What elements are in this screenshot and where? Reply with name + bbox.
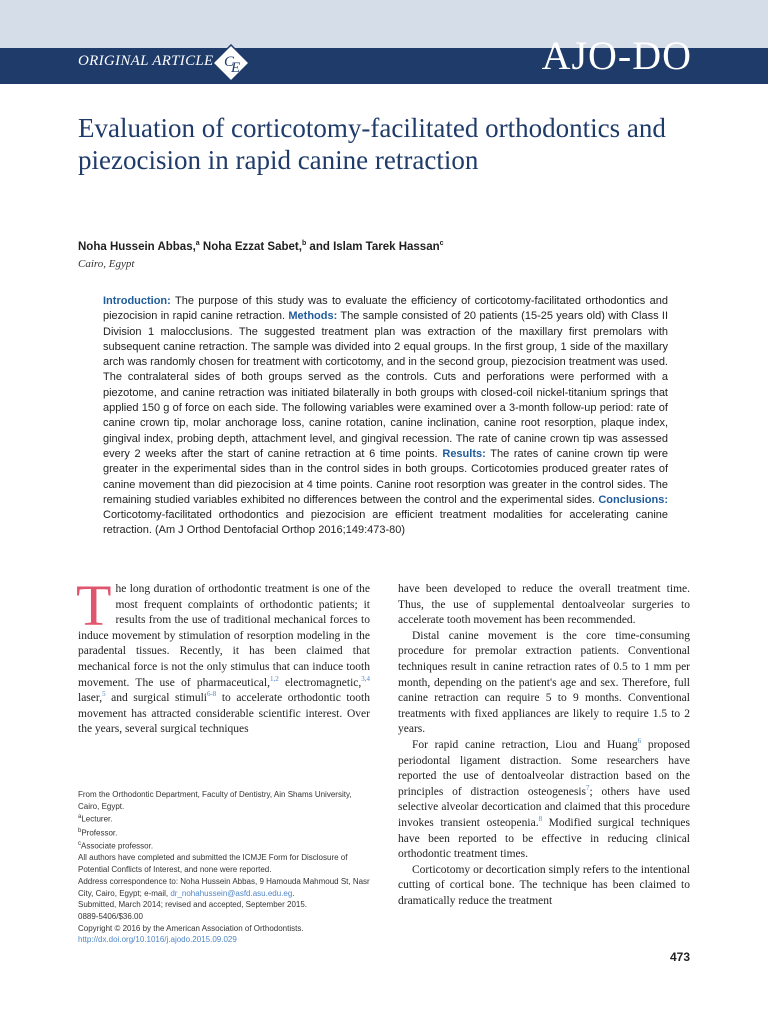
reference-link[interactable]: 3,4	[361, 674, 371, 683]
footnote-line: Submitted, March 2014; revised and accepted, September 2015.	[78, 900, 308, 910]
journal-logo: AJO-DO	[541, 33, 692, 78]
abstract-introduction: The purpose of this study was to evaluate the efficiency of corticotomy-facilitated orthodontics and piezocision in rapid canine retraction.	[103, 295, 668, 323]
body-paragraph: Corticotomy or decortication simply refers to the intentional cutting of cortical bone. The technique has been claimed to dramatically reduce the treatment	[398, 863, 690, 907]
footnote-line: Copyright © 2016 by the American Association of Orthodontists.	[78, 923, 304, 933]
footnote-line	[78, 826, 370, 839]
body-text: he long duration of orthodontic treatment is one of the most frequent complaints of orthodontic patients; it results from the use of traditional mechanical forces to induce movement by stimulation of resorption modeling in the paradental tissues. Recently, it has been claimed that mechanical force is not the only stimulus that can induce tooth movement. The use of pharmaceutical,	[78, 583, 370, 689]
author-name: Noha Ezzat Sabet,	[199, 240, 302, 253]
body-text: ; others have used selective alveolar decortication and claimed that this procedure invokes transient osteopenia.	[398, 785, 690, 829]
footnote-mark: b	[78, 827, 82, 834]
abstract	[103, 294, 668, 539]
body-paragraph: Distal canine movement is the core time-consuming procedure for premolar extraction patients. Conventional techniques result in canine retraction rates of 0.5 to 1 mm per month, depending on the patient's age and sex. Therefore, full canine retraction can require 5 to 9 months. Conventional treatments with fixed appliances are likely to require 1.5 to 2 years.	[398, 629, 690, 736]
svg-text:C: C	[224, 54, 235, 70]
abstract-heading-introduction: Introduction:	[103, 295, 171, 307]
footnote-line: All authors have completed and submitted the ICMJE Form for Disclosure of	[78, 853, 348, 863]
body-text: proposed periodontal ligament distraction. Some researchers have reported the use of dentoalveolar distraction based on the principles of distraction osteogenesis	[398, 738, 690, 798]
footnote-text: Professor.	[81, 828, 118, 838]
article-title: Evaluation of corticotomy-facilitated orthodontics and piezocision in rapid canine retraction	[78, 113, 666, 175]
page-number: 473	[669, 950, 690, 964]
abstract-conclusions: Corticotomy-facilitated orthodontics and piezocision are efficient treatment modalities for accelerating canine retraction. (Am J Orthod Dentofacial Orthop 2016;149:473-80)	[103, 509, 668, 537]
body-paragraph	[76, 573, 371, 738]
body-text: For rapid canine retraction, Liou and Huang	[412, 738, 638, 751]
reference-link[interactable]: 7	[586, 783, 590, 792]
footnote-text: City, Cairo, Egypt; e-mail,	[78, 888, 171, 898]
footnote-text: .	[292, 888, 295, 898]
reference-link[interactable]: 5	[102, 690, 106, 699]
abstract-heading-results: Results:	[442, 447, 486, 460]
author-affil-mark: b	[301, 240, 307, 247]
body-column-right	[398, 582, 690, 909]
doi-link[interactable]: http://dx.doi.org/10.1016/j.ajodo.2015.09.029	[78, 935, 237, 945]
abstract-heading-conclusions: Conclusions:	[598, 493, 668, 506]
body-text: laser,	[78, 692, 103, 705]
footnote-mark: a	[78, 814, 82, 821]
body-paragraph	[398, 738, 690, 863]
article-type-label: ORIGINAL ARTICLE	[78, 53, 214, 69]
reference-link[interactable]: 6-8	[206, 690, 217, 699]
footnote-line: Potential Conflicts of Interest, and none were reported.	[78, 865, 272, 875]
email-link[interactable]: dr_nohahussein@asfd.asu.edu.eg	[170, 888, 293, 898]
footnote-line: Cairo, Egypt.	[78, 801, 125, 811]
footnote-line: Address correspondence to: Noha Hussein Abbas, 9 Hamouda Mahmoud St, Nasr	[78, 876, 370, 886]
footnotes	[78, 789, 370, 946]
body-paragraph: have been developed to reduce the overall treatment time. Thus, the use of supplemental dentoalveolar surgeries to accelerate tooth movement has been recommended.	[398, 583, 690, 627]
footnote-line: 0889-5406/$36.00	[78, 912, 143, 921]
ce-badge-icon	[212, 44, 250, 82]
body-text: electromagnetic,	[278, 676, 362, 689]
author-affil-mark: c	[439, 240, 444, 247]
author-location: Cairo, Egypt	[78, 258, 135, 270]
footnote-text: Lecturer.	[81, 815, 113, 825]
reference-link[interactable]: 1,2	[269, 674, 279, 683]
footnote-line	[78, 839, 370, 852]
drop-cap: T	[76, 573, 112, 638]
author-list	[78, 240, 444, 253]
footnote-text: Associate professor.	[81, 841, 154, 851]
author-affil-mark: a	[195, 240, 200, 247]
reference-link[interactable]: 6	[637, 737, 642, 746]
footnote-line	[78, 812, 370, 825]
footnote-mark: c	[78, 841, 81, 848]
abstract-methods: The sample consisted of 20 patients (15-25 years old) with Class II Division 1 malocclusions. The suggested treatment plan was extraction of the maxillary first premolars with subsequent canine retraction. The sample was divided into 2 equal groups. In the first group, 1 side of the maxillary arch was randomly chosen for treatment with corticotomy, and in the second group, piezocision treatment was used. The contralateral sides of both groups served as the controls. Cuts and perforations were performed with a piezotome, and canine retraction was initiated bilaterally in both groups with closed-coil nickel-titanium springs that applied 150 g of force on each side. The following variables were examined over a 3-month follow-up period: rate of canine crown tip, molar anchorage loss, canine rotation, canine inclination, canine root resorption, plaque index, gingival index, probing depth, attachment level, and gingival recession. The rate of canine crown tip was assessed every 2 weeks after the start of canine retraction at 6 time points.	[103, 310, 669, 460]
author-name: Noha Hussein Abbas,	[78, 240, 196, 253]
body-text: and surgical stimuli	[105, 692, 207, 705]
author-name: and Islam Tarek Hassan	[306, 240, 440, 253]
footnote-line	[78, 888, 370, 900]
footnote-line: From the Orthodontic Department, Faculty of Dentistry, Ain Shams University,	[78, 790, 352, 799]
body-column-left	[76, 573, 371, 738]
body-text: Modified surgical techniques have been reported to be effective in reducing clinical orthodontic treatment times.	[398, 816, 690, 861]
svg-text:E: E	[231, 60, 241, 76]
abstract-heading-methods: Methods:	[288, 310, 338, 323]
reference-link[interactable]: 8	[538, 815, 543, 824]
body-text: to accelerate orthodontic tooth movement has attracted considerable scientific interest. Over the years, several surgical techniques	[78, 692, 370, 736]
abstract-results: The rates of canine crown tip were greater in the experimental sides than in the control sides in both groups. Corticotomies produced greater rates of canine movement than did piezocision at 4 time points. Canine root resorption was greater in the control sides. The remaining studied variables exhibited no differences between the control and the experimental sides.	[103, 447, 668, 506]
